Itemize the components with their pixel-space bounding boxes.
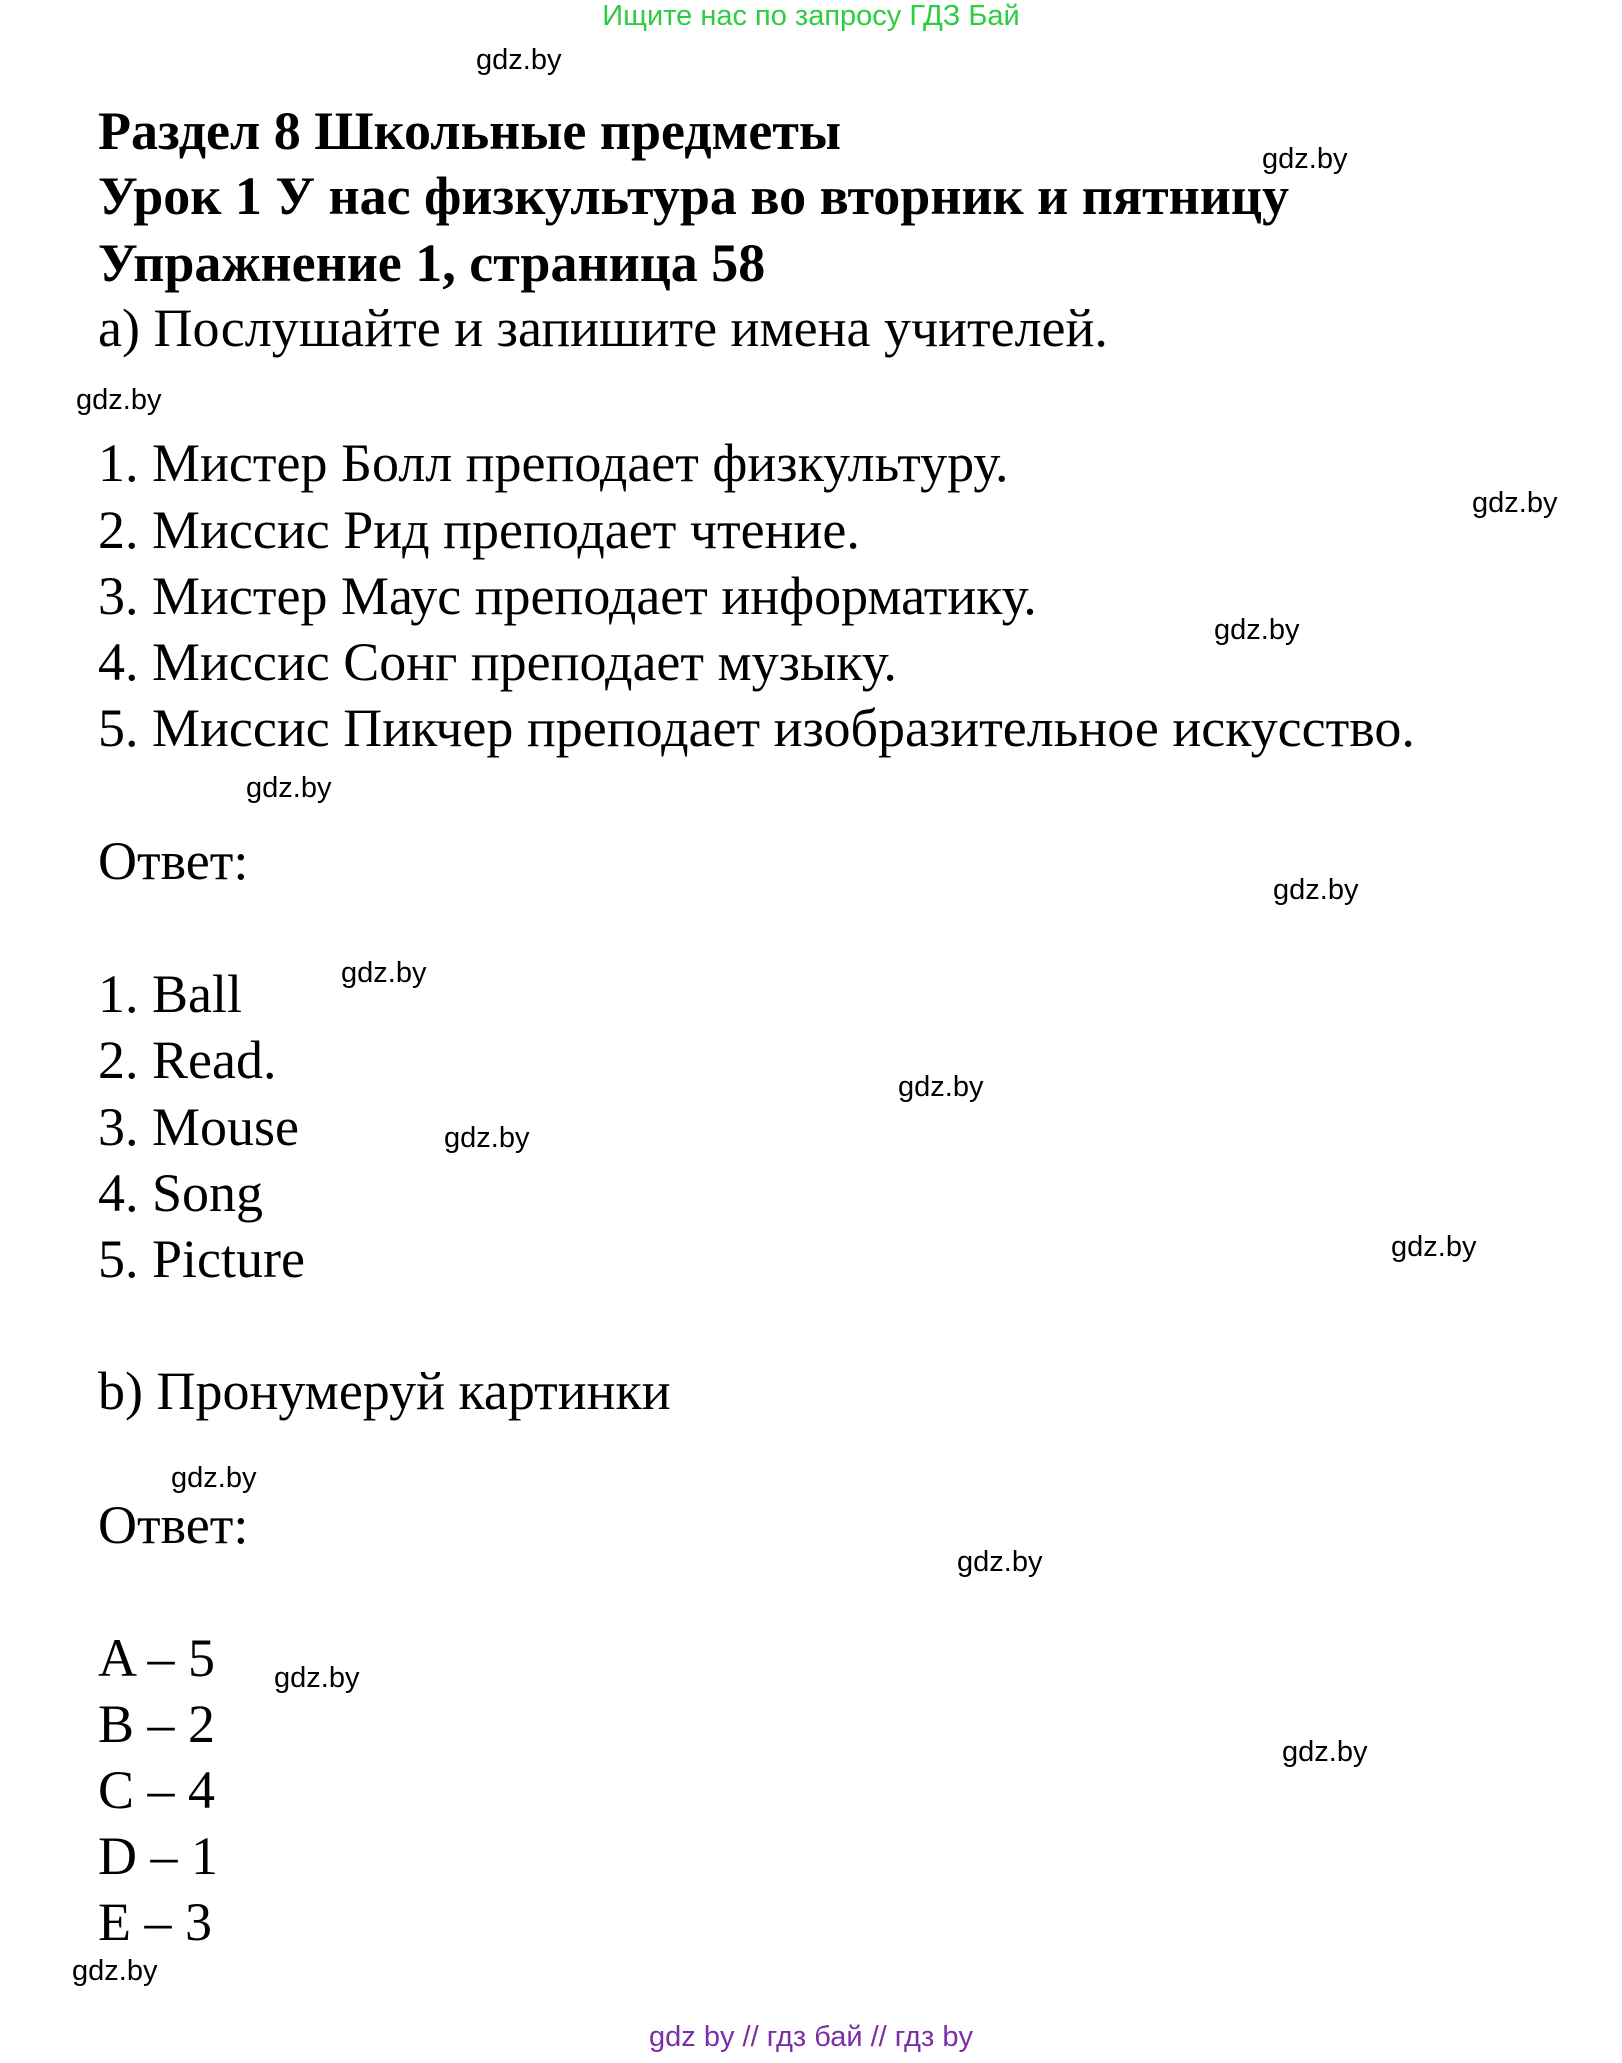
top-banner: Ищите нас по запросу ГДЗ Бай: [602, 0, 1020, 32]
watermark: gdz.by: [246, 772, 332, 804]
watermark: gdz.by: [1472, 487, 1558, 519]
footer-links: gdz by // гдз бай // гдз by: [649, 2021, 973, 2053]
task-b-answer-label: Ответ:: [98, 1495, 249, 1555]
task-a-prompt: a) Послушайте и запишите имена учителей.: [98, 298, 1108, 358]
watermark: gdz.by: [76, 384, 162, 416]
exercise-title: Упражнение 1, страница 58: [98, 233, 766, 293]
watermark: gdz.by: [1391, 1231, 1477, 1263]
watermark: gdz.by: [1273, 874, 1359, 906]
task-b-prompt: b) Пронумеруй картинки: [98, 1361, 671, 1421]
watermark: gdz.by: [444, 1122, 530, 1154]
watermark: gdz.by: [1282, 1736, 1368, 1768]
task-a-answer: 5. Picture: [98, 1229, 305, 1289]
task-a-item: 2. Миссис Рид преподает чтение.: [98, 500, 860, 560]
task-b-answer: E – 3: [98, 1892, 212, 1952]
task-a-item: 4. Миссис Сонг преподает музыку.: [98, 632, 897, 692]
watermark: gdz.by: [341, 957, 427, 989]
watermark: gdz.by: [1214, 614, 1300, 646]
task-a-item: 5. Миссис Пикчер преподает изобразительное искусство.: [98, 698, 1415, 758]
task-a-item: 3. Мистер Маус преподает информатику.: [98, 566, 1037, 626]
task-b-answer: D – 1: [98, 1826, 218, 1886]
lesson-title: Урок 1 У нас физкультура во вторник и пятницу: [98, 166, 1289, 226]
watermark: gdz.by: [476, 44, 562, 76]
task-a-answer: 1. Ball: [98, 964, 242, 1024]
watermark: gdz.by: [898, 1071, 984, 1103]
task-a-answer: 2. Read.: [98, 1030, 277, 1090]
task-a-answer-label: Ответ:: [98, 831, 249, 891]
watermark: gdz.by: [72, 1955, 158, 1987]
task-a-answer: 4. Song: [98, 1163, 264, 1223]
watermark: gdz.by: [1262, 143, 1348, 175]
task-a-item: 1. Мистер Болл преподает физкультуру.: [98, 433, 1009, 493]
watermark: gdz.by: [274, 1662, 360, 1694]
watermark: gdz.by: [171, 1462, 257, 1494]
task-b-answer: C – 4: [98, 1760, 216, 1820]
watermark: gdz.by: [957, 1546, 1043, 1578]
task-b-answer: A – 5: [98, 1628, 216, 1688]
task-b-answer: B – 2: [98, 1694, 216, 1754]
section-title: Раздел 8 Школьные предметы: [98, 101, 842, 161]
task-a-answer: 3. Mouse: [98, 1097, 299, 1157]
